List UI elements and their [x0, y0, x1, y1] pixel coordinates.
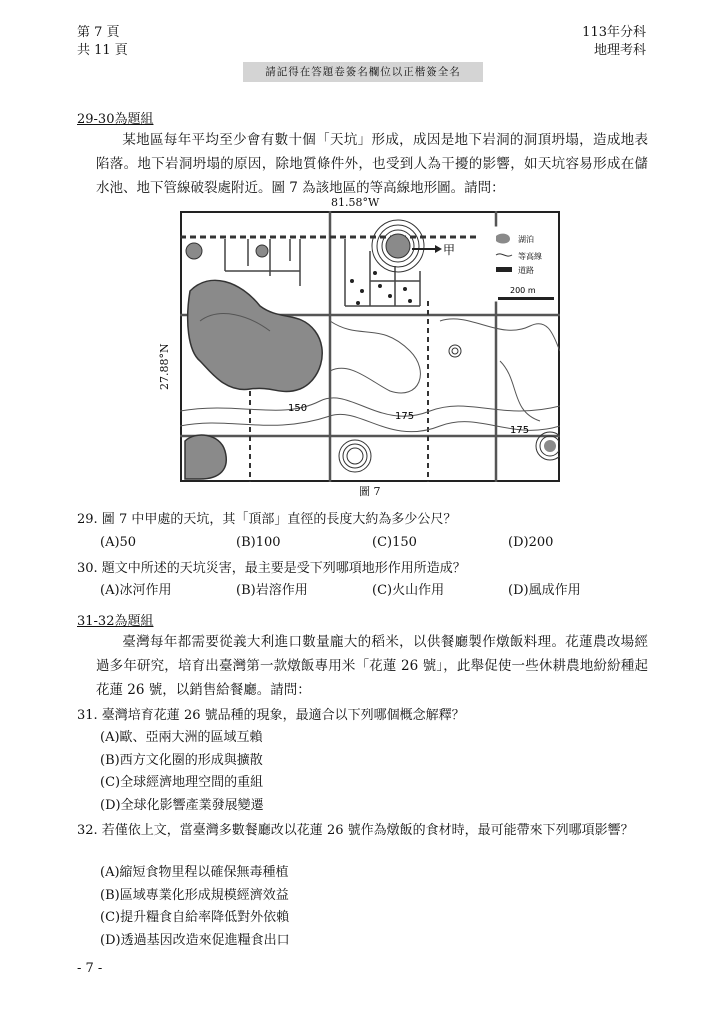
contour-map	[180, 211, 560, 482]
legend-road-swatch	[496, 267, 512, 272]
question-30-options	[100, 580, 660, 602]
option[interactable]: (D)200	[508, 535, 554, 550]
question-29: 29. 圖 7 中甲處的天坑，其「頂部」直徑的長度大約為多少公尺？	[77, 512, 457, 527]
option[interactable]: (D)風成作用	[508, 583, 581, 598]
option[interactable]: (A)50	[100, 535, 137, 550]
option[interactable]: (B)西方文化圈的形成與擴散	[100, 752, 263, 768]
map-latitude-label: 27.88°N	[158, 343, 171, 390]
total-pages-line: 共 11 頁	[77, 43, 128, 58]
option[interactable]: (A)縮短食物里程以確保無毒種植	[100, 865, 289, 880]
question-group-title: 31-32為題組	[77, 614, 154, 629]
contour-label-175-b: 175	[510, 425, 530, 436]
option[interactable]: (B)區域專業化形成規模經濟效益	[100, 887, 289, 903]
passage-text: 臺灣每年都需要從義大利進口數量龐大的稻米，以供餐廳製作燉飯料理。花蓮農改場經過多年研究，培育出臺灣第一款燉飯專用米「花蓮 26 號」，此舉促使一些休耕農地紛紛種起花蓮 26 號，以銷售給餐廳。請問：	[96, 634, 648, 698]
passage-sinkhole	[96, 128, 648, 200]
question-group-title: 29-30為題組	[77, 112, 154, 127]
scale-bar-label: 200 m	[510, 286, 536, 295]
question-30: 30. 題文中所述的天坑災害，最主要是受下列哪項地形作用所造成？	[77, 561, 466, 576]
page-footer-number: - 7 -	[77, 961, 103, 976]
option[interactable]: (C)全球經濟地理空間的重組	[100, 775, 264, 790]
option[interactable]: (D)全球化影響產業發展變遷	[100, 797, 264, 813]
scale-bar	[498, 297, 554, 300]
question-29-options	[100, 532, 660, 554]
option[interactable]: (B)岩溶作用	[236, 583, 308, 598]
legend-road-label: 道路	[518, 266, 534, 275]
map-longitude-label: 81.58°W	[331, 196, 380, 209]
page-header-right	[582, 24, 646, 60]
legend-lake-label: 湖泊	[518, 235, 534, 244]
signature-notice: 請記得在答題卷簽名欄位以正楷簽全名	[243, 62, 483, 82]
contour-label-150: 150	[288, 403, 308, 414]
option[interactable]: (C)150	[372, 535, 417, 550]
question-32-text: 32. 若僅依上文，當臺灣多數餐廳改以花蓮 26 號作為燉飯的食材時，最可能帶來下列哪項影響？	[77, 823, 634, 838]
passage-text: 某地區每年平均至少會有數十個「天坑」形成，成因是地下岩洞的洞頂坍塌，造成地表陷落。地下岩洞坍塌的原因，除地質條件外，也受到人為干擾的影響，如天坑容易形成在儲水池、地下管線破裂處附近。圖 7 為該地區的等高線地形圖。請問：	[96, 132, 648, 196]
figure-caption: 圖 7	[359, 485, 381, 498]
exam-subject: 地理考科	[593, 43, 646, 58]
legend-contour-label: 等高線	[518, 252, 542, 261]
page-number-line: 第 7 頁	[77, 25, 120, 40]
question-31-options	[100, 727, 660, 817]
contour-label-175-a: 175	[395, 411, 415, 422]
option[interactable]: (A)歐、亞兩大洲的區域互賴	[100, 730, 263, 745]
sinkhole-marker-label: 甲	[443, 243, 456, 257]
option[interactable]: (C)提升糧食自給率降低對外依賴	[100, 910, 290, 925]
question-32	[77, 820, 649, 842]
option[interactable]: (A)冰河作用	[100, 583, 172, 598]
page-header-left	[77, 24, 128, 60]
option[interactable]: (B)100	[236, 535, 281, 550]
question-32-options	[100, 862, 660, 952]
passage-rice	[96, 630, 648, 702]
legend-lake-swatch	[496, 234, 510, 244]
option[interactable]: (C)火山作用	[372, 583, 445, 598]
question-31: 31. 臺灣培育花蓮 26 號品種的現象，最適合以下列哪個概念解釋？	[77, 708, 465, 723]
exam-year: 113年分科	[582, 25, 646, 40]
option[interactable]: (D)透過基因改造來促進糧食出口	[100, 932, 290, 948]
